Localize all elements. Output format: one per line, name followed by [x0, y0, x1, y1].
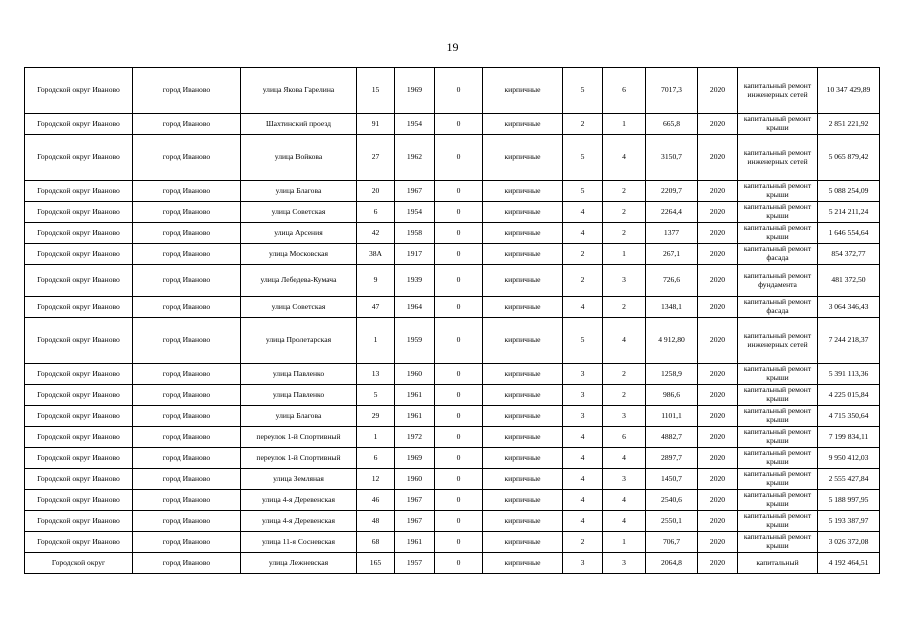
wall-material-cell: кирпичные [483, 318, 563, 364]
area-cell: 706,7 [646, 532, 698, 553]
area-cell: 986,6 [646, 385, 698, 406]
area-cell: 1258,9 [646, 364, 698, 385]
plan-year-cell: 2020 [698, 244, 738, 265]
entrances-cell: 4 [603, 135, 646, 181]
wall-material-cell: кирпичные [483, 385, 563, 406]
work-type-cell: капитальный ремонт крыши [738, 448, 818, 469]
area-cell: 4 912,80 [646, 318, 698, 364]
wall-material-cell: кирпичные [483, 181, 563, 202]
table-row [25, 181, 880, 202]
value-cell: 0 [435, 406, 483, 427]
wall-material-cell: кирпичные [483, 223, 563, 244]
entrances-cell: 4 [603, 448, 646, 469]
street-cell: улица Благова [241, 181, 357, 202]
district-cell: Городской округ Иваново [25, 202, 133, 223]
work-type-cell: капитальный ремонт крыши [738, 511, 818, 532]
value-cell: 0 [435, 114, 483, 135]
street-cell: улица Якова Гарелина [241, 68, 357, 114]
plan-year-cell: 2020 [698, 553, 738, 574]
value-cell: 0 [435, 490, 483, 511]
wall-material-cell: кирпичные [483, 202, 563, 223]
work-type-cell: капитальный ремонт инженерных сетей [738, 68, 818, 114]
entrances-cell: 1 [603, 114, 646, 135]
wall-material-cell: кирпичные [483, 135, 563, 181]
house-number-cell: 48 [357, 511, 395, 532]
city-cell: город Иваново [133, 448, 241, 469]
work-type-cell: капитальный ремонт крыши [738, 469, 818, 490]
work-type-cell: капитальный ремонт крыши [738, 406, 818, 427]
floors-cell: 4 [563, 223, 603, 244]
wall-material-cell: кирпичные [483, 114, 563, 135]
amount-cell: 5 188 997,95 [818, 490, 880, 511]
year-cell: 1939 [395, 265, 435, 297]
street-cell: улица Арсения [241, 223, 357, 244]
year-cell: 1958 [395, 223, 435, 244]
street-cell: улица Благова [241, 406, 357, 427]
table-body [25, 68, 880, 574]
wall-material-cell: кирпичные [483, 532, 563, 553]
value-cell: 0 [435, 553, 483, 574]
city-cell: город Иваново [133, 68, 241, 114]
floors-cell: 5 [563, 135, 603, 181]
year-cell: 1962 [395, 135, 435, 181]
value-cell: 0 [435, 364, 483, 385]
district-cell: Городской округ Иваново [25, 469, 133, 490]
year-cell: 1967 [395, 511, 435, 532]
area-cell: 267,1 [646, 244, 698, 265]
city-cell: город Иваново [133, 318, 241, 364]
table-row [25, 202, 880, 223]
plan-year-cell: 2020 [698, 385, 738, 406]
work-type-cell: капитальный ремонт крыши [738, 427, 818, 448]
table-row [25, 223, 880, 244]
year-cell: 1964 [395, 297, 435, 318]
amount-cell: 5 065 879,42 [818, 135, 880, 181]
plan-year-cell: 2020 [698, 181, 738, 202]
housing-repair-table [24, 67, 880, 574]
city-cell: город Иваново [133, 223, 241, 244]
plan-year-cell: 2020 [698, 202, 738, 223]
entrances-cell: 3 [603, 406, 646, 427]
district-cell: Городской округ Иваново [25, 68, 133, 114]
area-cell: 7017,3 [646, 68, 698, 114]
amount-cell: 4 192 464,51 [818, 553, 880, 574]
value-cell: 0 [435, 385, 483, 406]
city-cell: город Иваново [133, 511, 241, 532]
work-type-cell: капитальный ремонт фасада [738, 297, 818, 318]
street-cell: Шахтинский проезд [241, 114, 357, 135]
year-cell: 1967 [395, 490, 435, 511]
entrances-cell: 4 [603, 490, 646, 511]
district-cell: Городской округ Иваново [25, 265, 133, 297]
city-cell: город Иваново [133, 364, 241, 385]
amount-cell: 481 372,50 [818, 265, 880, 297]
table-row [25, 297, 880, 318]
floors-cell: 4 [563, 202, 603, 223]
value-cell: 0 [435, 265, 483, 297]
table-row [25, 135, 880, 181]
entrances-cell: 1 [603, 532, 646, 553]
value-cell: 0 [435, 448, 483, 469]
house-number-cell: 68 [357, 532, 395, 553]
plan-year-cell: 2020 [698, 114, 738, 135]
year-cell: 1972 [395, 427, 435, 448]
wall-material-cell: кирпичные [483, 244, 563, 265]
value-cell: 0 [435, 532, 483, 553]
table-row [25, 427, 880, 448]
work-type-cell: капитальный ремонт фундамента [738, 265, 818, 297]
street-cell: улица Пролетарская [241, 318, 357, 364]
wall-material-cell: кирпичные [483, 490, 563, 511]
street-cell: улица Лебедева-Кумача [241, 265, 357, 297]
area-cell: 2064,8 [646, 553, 698, 574]
work-type-cell: капитальный [738, 553, 818, 574]
floors-cell: 4 [563, 448, 603, 469]
entrances-cell: 4 [603, 511, 646, 532]
table-row [25, 406, 880, 427]
work-type-cell: капитальный ремонт крыши [738, 223, 818, 244]
amount-cell: 3 064 346,43 [818, 297, 880, 318]
value-cell: 0 [435, 223, 483, 244]
district-cell: Городской округ Иваново [25, 297, 133, 318]
house-number-cell: 9 [357, 265, 395, 297]
floors-cell: 3 [563, 385, 603, 406]
city-cell: город Иваново [133, 385, 241, 406]
year-cell: 1969 [395, 68, 435, 114]
district-cell: Городской округ Иваново [25, 385, 133, 406]
street-cell: улица Земляная [241, 469, 357, 490]
value-cell: 0 [435, 244, 483, 265]
city-cell: город Иваново [133, 202, 241, 223]
work-type-cell: капитальный ремонт крыши [738, 114, 818, 135]
wall-material-cell: кирпичные [483, 469, 563, 490]
table-row [25, 114, 880, 135]
work-type-cell: капитальный ремонт крыши [738, 385, 818, 406]
year-cell: 1969 [395, 448, 435, 469]
area-cell: 2550,1 [646, 511, 698, 532]
table-row [25, 532, 880, 553]
plan-year-cell: 2020 [698, 297, 738, 318]
house-number-cell: 27 [357, 135, 395, 181]
entrances-cell: 2 [603, 385, 646, 406]
table-row [25, 318, 880, 364]
floors-cell: 2 [563, 532, 603, 553]
table-row [25, 364, 880, 385]
city-cell: город Иваново [133, 135, 241, 181]
table-row [25, 490, 880, 511]
table-row [25, 511, 880, 532]
city-cell: город Иваново [133, 427, 241, 448]
table-row [25, 265, 880, 297]
city-cell: город Иваново [133, 406, 241, 427]
amount-cell: 5 088 254,09 [818, 181, 880, 202]
district-cell: Городской округ Иваново [25, 181, 133, 202]
house-number-cell: 165 [357, 553, 395, 574]
area-cell: 2897,7 [646, 448, 698, 469]
plan-year-cell: 2020 [698, 223, 738, 244]
district-cell: Городской округ Иваново [25, 114, 133, 135]
value-cell: 0 [435, 297, 483, 318]
area-cell: 665,8 [646, 114, 698, 135]
district-cell: Городской округ Иваново [25, 318, 133, 364]
area-cell: 2209,7 [646, 181, 698, 202]
plan-year-cell: 2020 [698, 511, 738, 532]
year-cell: 1960 [395, 364, 435, 385]
entrances-cell: 3 [603, 553, 646, 574]
year-cell: 1959 [395, 318, 435, 364]
street-cell: улица Советская [241, 297, 357, 318]
street-cell: улица Московская [241, 244, 357, 265]
district-cell: Городской округ Иваново [25, 135, 133, 181]
city-cell: город Иваново [133, 532, 241, 553]
floors-cell: 4 [563, 297, 603, 318]
floors-cell: 5 [563, 318, 603, 364]
value-cell: 0 [435, 469, 483, 490]
work-type-cell: капитальный ремонт крыши [738, 202, 818, 223]
table-row [25, 469, 880, 490]
amount-cell: 10 347 429,89 [818, 68, 880, 114]
area-cell: 1450,7 [646, 469, 698, 490]
wall-material-cell: кирпичные [483, 511, 563, 532]
entrances-cell: 2 [603, 297, 646, 318]
table-row [25, 68, 880, 114]
entrances-cell: 4 [603, 318, 646, 364]
city-cell: город Иваново [133, 553, 241, 574]
district-cell: Городской округ Иваново [25, 427, 133, 448]
floors-cell: 2 [563, 244, 603, 265]
work-type-cell: капитальный ремонт крыши [738, 364, 818, 385]
street-cell: улица Войкова [241, 135, 357, 181]
plan-year-cell: 2020 [698, 265, 738, 297]
plan-year-cell: 2020 [698, 469, 738, 490]
city-cell: город Иваново [133, 490, 241, 511]
plan-year-cell: 2020 [698, 318, 738, 364]
value-cell: 0 [435, 181, 483, 202]
area-cell: 1101,1 [646, 406, 698, 427]
table-row [25, 244, 880, 265]
value-cell: 0 [435, 202, 483, 223]
work-type-cell: капитальный ремонт крыши [738, 181, 818, 202]
year-cell: 1961 [395, 406, 435, 427]
wall-material-cell: кирпичные [483, 448, 563, 469]
plan-year-cell: 2020 [698, 364, 738, 385]
value-cell: 0 [435, 318, 483, 364]
amount-cell: 1 646 554,64 [818, 223, 880, 244]
amount-cell: 9 950 412,03 [818, 448, 880, 469]
city-cell: город Иваново [133, 265, 241, 297]
entrances-cell: 3 [603, 265, 646, 297]
plan-year-cell: 2020 [698, 532, 738, 553]
amount-cell: 854 372,77 [818, 244, 880, 265]
table-row [25, 553, 880, 574]
house-number-cell: 5 [357, 385, 395, 406]
district-cell: Городской округ Иваново [25, 244, 133, 265]
street-cell: улица Советская [241, 202, 357, 223]
year-cell: 1917 [395, 244, 435, 265]
floors-cell: 4 [563, 469, 603, 490]
house-number-cell: 42 [357, 223, 395, 244]
area-cell: 726,6 [646, 265, 698, 297]
entrances-cell: 2 [603, 223, 646, 244]
house-number-cell: 91 [357, 114, 395, 135]
year-cell: 1957 [395, 553, 435, 574]
house-number-cell: 15 [357, 68, 395, 114]
floors-cell: 4 [563, 490, 603, 511]
value-cell: 0 [435, 135, 483, 181]
city-cell: город Иваново [133, 114, 241, 135]
wall-material-cell: кирпичные [483, 297, 563, 318]
house-number-cell: 38А [357, 244, 395, 265]
year-cell: 1960 [395, 469, 435, 490]
year-cell: 1954 [395, 202, 435, 223]
floors-cell: 3 [563, 553, 603, 574]
floors-cell: 5 [563, 68, 603, 114]
value-cell: 0 [435, 68, 483, 114]
area-cell: 1377 [646, 223, 698, 244]
area-cell: 1348,1 [646, 297, 698, 318]
house-number-cell: 29 [357, 406, 395, 427]
district-cell: Городской округ [25, 553, 133, 574]
plan-year-cell: 2020 [698, 135, 738, 181]
entrances-cell: 2 [603, 181, 646, 202]
year-cell: 1961 [395, 532, 435, 553]
wall-material-cell: кирпичные [483, 427, 563, 448]
street-cell: переулок 1-й Спортивный [241, 448, 357, 469]
house-number-cell: 20 [357, 181, 395, 202]
wall-material-cell: кирпичные [483, 553, 563, 574]
house-number-cell: 6 [357, 448, 395, 469]
floors-cell: 3 [563, 406, 603, 427]
value-cell: 0 [435, 427, 483, 448]
entrances-cell: 6 [603, 68, 646, 114]
street-cell: улица 4-я Деревенская [241, 511, 357, 532]
amount-cell: 4 715 350,64 [818, 406, 880, 427]
table-row [25, 448, 880, 469]
year-cell: 1967 [395, 181, 435, 202]
amount-cell: 4 225 015,84 [818, 385, 880, 406]
plan-year-cell: 2020 [698, 490, 738, 511]
entrances-cell: 6 [603, 427, 646, 448]
district-cell: Городской округ Иваново [25, 223, 133, 244]
amount-cell: 2 555 427,84 [818, 469, 880, 490]
floors-cell: 3 [563, 364, 603, 385]
amount-cell: 2 851 221,92 [818, 114, 880, 135]
amount-cell: 5 193 387,97 [818, 511, 880, 532]
wall-material-cell: кирпичные [483, 364, 563, 385]
floors-cell: 4 [563, 511, 603, 532]
street-cell: переулок 1-й Спортивный [241, 427, 357, 448]
plan-year-cell: 2020 [698, 406, 738, 427]
entrances-cell: 2 [603, 202, 646, 223]
district-cell: Городской округ Иваново [25, 364, 133, 385]
floors-cell: 2 [563, 114, 603, 135]
plan-year-cell: 2020 [698, 427, 738, 448]
house-number-cell: 12 [357, 469, 395, 490]
amount-cell: 7 199 834,11 [818, 427, 880, 448]
area-cell: 2540,6 [646, 490, 698, 511]
work-type-cell: капитальный ремонт инженерных сетей [738, 135, 818, 181]
district-cell: Городской округ Иваново [25, 448, 133, 469]
floors-cell: 5 [563, 181, 603, 202]
street-cell: улица Павленко [241, 385, 357, 406]
district-cell: Городской округ Иваново [25, 406, 133, 427]
entrances-cell: 3 [603, 469, 646, 490]
plan-year-cell: 2020 [698, 448, 738, 469]
table-row [25, 385, 880, 406]
year-cell: 1954 [395, 114, 435, 135]
year-cell: 1961 [395, 385, 435, 406]
amount-cell: 3 026 372,08 [818, 532, 880, 553]
street-cell: улица Лежневская [241, 553, 357, 574]
house-number-cell: 46 [357, 490, 395, 511]
page-number: 19 [446, 40, 459, 54]
city-cell: город Иваново [133, 244, 241, 265]
plan-year-cell: 2020 [698, 68, 738, 114]
floors-cell: 2 [563, 265, 603, 297]
entrances-cell: 2 [603, 364, 646, 385]
work-type-cell: капитальный ремонт крыши [738, 490, 818, 511]
floors-cell: 4 [563, 427, 603, 448]
wall-material-cell: кирпичные [483, 406, 563, 427]
city-cell: город Иваново [133, 181, 241, 202]
house-number-cell: 1 [357, 318, 395, 364]
city-cell: город Иваново [133, 297, 241, 318]
district-cell: Городской округ Иваново [25, 490, 133, 511]
street-cell: улица 4-я Деревенская [241, 490, 357, 511]
city-cell: город Иваново [133, 469, 241, 490]
house-number-cell: 6 [357, 202, 395, 223]
value-cell: 0 [435, 511, 483, 532]
wall-material-cell: кирпичные [483, 68, 563, 114]
area-cell: 4882,7 [646, 427, 698, 448]
house-number-cell: 47 [357, 297, 395, 318]
amount-cell: 7 244 218,37 [818, 318, 880, 364]
house-number-cell: 13 [357, 364, 395, 385]
area-cell: 2264,4 [646, 202, 698, 223]
district-cell: Городской округ Иваново [25, 511, 133, 532]
house-number-cell: 1 [357, 427, 395, 448]
entrances-cell: 1 [603, 244, 646, 265]
amount-cell: 5 214 211,24 [818, 202, 880, 223]
work-type-cell: капитальный ремонт инженерных сетей [738, 318, 818, 364]
wall-material-cell: кирпичные [483, 265, 563, 297]
work-type-cell: капитальный ремонт крыши [738, 532, 818, 553]
street-cell: улица Павленко [241, 364, 357, 385]
area-cell: 3150,7 [646, 135, 698, 181]
district-cell: Городской округ Иваново [25, 532, 133, 553]
amount-cell: 5 391 113,36 [818, 364, 880, 385]
work-type-cell: капитальный ремонт фасада [738, 244, 818, 265]
street-cell: улица 11-я Сосневская [241, 532, 357, 553]
